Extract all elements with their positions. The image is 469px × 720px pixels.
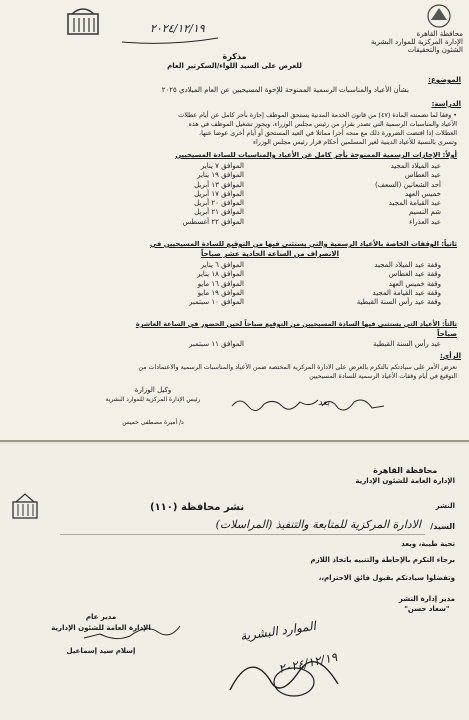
memo-label: مذكرة [222,52,247,61]
holiday-date: الموافق ٢٠ أبريل [194,199,244,208]
opinion-label: الرأي: [440,352,461,360]
vigil-name: وقفة خميس العهد [388,279,441,288]
memo-to: للعرض على السيد اللواء/السكرتير العام [167,62,302,70]
vigil-date: الموافق ١٨ يناير [197,270,244,279]
bottom-org-line: الإدارة العامة للشئون الإدارية [355,477,455,485]
holiday-date: الموافق ٢١ أبريل [194,208,244,217]
study-line: • وفقا لما تضمنته المادة (٤٧) من قانون الخدمة المدنية يستحق الموظف إجازة بأجر كامل عن أيام عطلات [178,111,457,119]
request-text: برجاء التكرم بالإحاطة والتنبيه باتخاذ اللازم [310,556,455,564]
to-value: الادارة المركزية للمتابعة والتنفيذ (المراسلات) [215,518,421,531]
vigil-name: وقفة عيد الغطاس [388,270,441,279]
publish-label: النشر [435,502,455,510]
sign-left-note: بعد [318,398,330,408]
subject-label: الموضوع: [428,76,461,84]
holiday-name: خميس العهد [405,189,441,198]
holiday-dates [183,162,244,227]
greeting: تحية طيبة، وبعد [401,540,455,548]
study-line: الأعياد والمناسبات الرسمية التي تصدر بقرار من رئيس مجلس الوزراء، ويجوز تشغيل الموظف في هذه [188,120,457,128]
director-name: "سعاد حسن" [404,605,450,613]
holiday-names [375,162,441,227]
signatory-title: وكيل الوزارة [134,386,172,394]
opinion-line: نعرض الأمر على سيادتكم بالتكرم بالعرض على الادارة المركزية المختصة ضمن الأعياد والمناسبات الرسمية والاعتمادات من [138,364,457,371]
vigil-date: الموافق ٦ يناير [200,261,244,269]
opinion-line: التوقيع في أيام وقفات الأعياد الرسمية للسادة المسيحيين [309,373,457,380]
gm-signature-scribble [80,622,190,646]
signatory-role: رئيس الإدارة المركزية للموارد البشرية [105,396,201,403]
header-org-block [371,30,463,54]
vigil-names [357,261,441,307]
bottom-org-line: محافظة القاهرة [373,466,438,475]
holiday-date: الموافق ٢٢ أغسطس [182,217,244,226]
vigil-name: وقفة عيد رأس السنة القبطية [356,298,441,307]
gm-department: الإدارة العامة للشئون الإدارية [51,624,151,632]
section-three-item-name: عيد رأس السنة القبطية [372,340,441,348]
director-block [399,594,455,614]
gm-title: مدير عام [85,613,117,621]
signatory-name: د/ أميرة مصطفى خميس [122,419,184,426]
holiday-name: شم النسيم [409,208,441,217]
study-line: وتسري بالنسبة للأعياد الدينية لغير المسلمين أحكام قرار رئيس مجلس الوزراء [252,138,457,146]
handwritten-note: الموارد البشرية [239,618,317,644]
section-three-item-date: الموافق ١١ سبتمبر [189,340,244,348]
holiday-name: عيد العذراء [409,217,441,226]
header-date: ٢٠٢٤/١٢/١٩ [150,22,205,35]
holiday-name: أحد الشعانين (السعف) [374,180,441,189]
holiday-date: الموافق ١٩ يناير [197,171,244,180]
holiday-date: الموافق ٧ يناير [200,162,244,170]
gm-name: إسلام سيد إسماعيل [66,647,136,655]
date-underline-scribble [120,20,220,46]
vigil-name: وقفة عيد الميلاد المجيد [374,261,441,269]
section-two-title: ثانياً: الوقفات الخاصة بالأعياد الرسمية والتي يستثنى فيها من التوقيع للسادة المسيحيين في [150,240,457,248]
opinion-paragraph [138,363,457,381]
header-org-line: محافظة القاهرة [416,30,463,38]
signature-scribble [230,392,320,414]
subject-text: بشأن الأعياد والمناسبات الرسمية الممنوحة للإخوة المسيحيين عن العام الميلادي ٢٠٢٥ [161,86,409,94]
handwritten-date: ٢٠٢٤/١٢/١٩ [277,649,339,677]
governorate-emblem-icon [64,4,102,38]
header-org-line: الإدارة المركزية للموارد البشرية [370,38,463,46]
handwritten-scribble [220,640,350,710]
to-label: السيد/ [430,522,455,531]
holiday-name: عيد الغطاس [404,171,441,180]
section-three-subtitle: صباحاً [437,330,457,338]
study-paragraph [178,111,457,147]
holiday-date: الموافق ١٣ أبريل [194,180,244,189]
vigil-date: الموافق ١٦ مايو [197,279,244,288]
vigil-name: وقفة عيد القيامة المجيد [372,288,441,297]
vigil-dates [189,261,244,307]
governorate-emblem-icon [10,492,40,522]
vigil-date: الموافق ١٠ سبتمبر [189,298,244,307]
bottom-org-block [355,466,455,486]
holiday-date: الموافق ١٧ أبريل [194,189,244,198]
section-two-subtitle: الانصراف من الساعة الحادية عشر صباحاً [201,250,339,258]
closing-text: وتفضلوا سيادتكم بقبول فائق الاحترام،، [318,574,455,582]
study-label: الدراسة: [431,100,461,108]
publication-sheet [0,444,469,720]
director-label: مدير إدارة النشر [398,595,455,603]
to-dotted-line [60,534,425,535]
signatory-block [88,386,218,427]
publish-number: (١١٠) نشر محافظة [150,502,245,513]
header-org-line: الشئون والتحقيقات [407,46,463,54]
holiday-name: عيد القيامة المجيد [388,199,441,208]
section-three-title: ثالثاً: الأعياد التي يستثنى فيها السادة المسيحيين من التوقيع صباحاً لحين الحضور في الساعة العاشرة [135,320,457,328]
study-line: العطلات إذا اقتضت الضرورة ذلك مع منحه أجرا مماثلا في العيد المستحق أو أيام أخرى عوضا عنها، [199,129,457,137]
ministry-logo-icon [418,2,460,30]
section-one-title: أولاً: الإجازات الرسمية الممنوحة بأجر كامل عن الأعياد والمناسبات للسادة المسيحيين [175,151,457,159]
vigil-date: الموافق ١٩ مايو [197,288,244,297]
holiday-name: عيد الميلاد المجيد [390,162,441,170]
